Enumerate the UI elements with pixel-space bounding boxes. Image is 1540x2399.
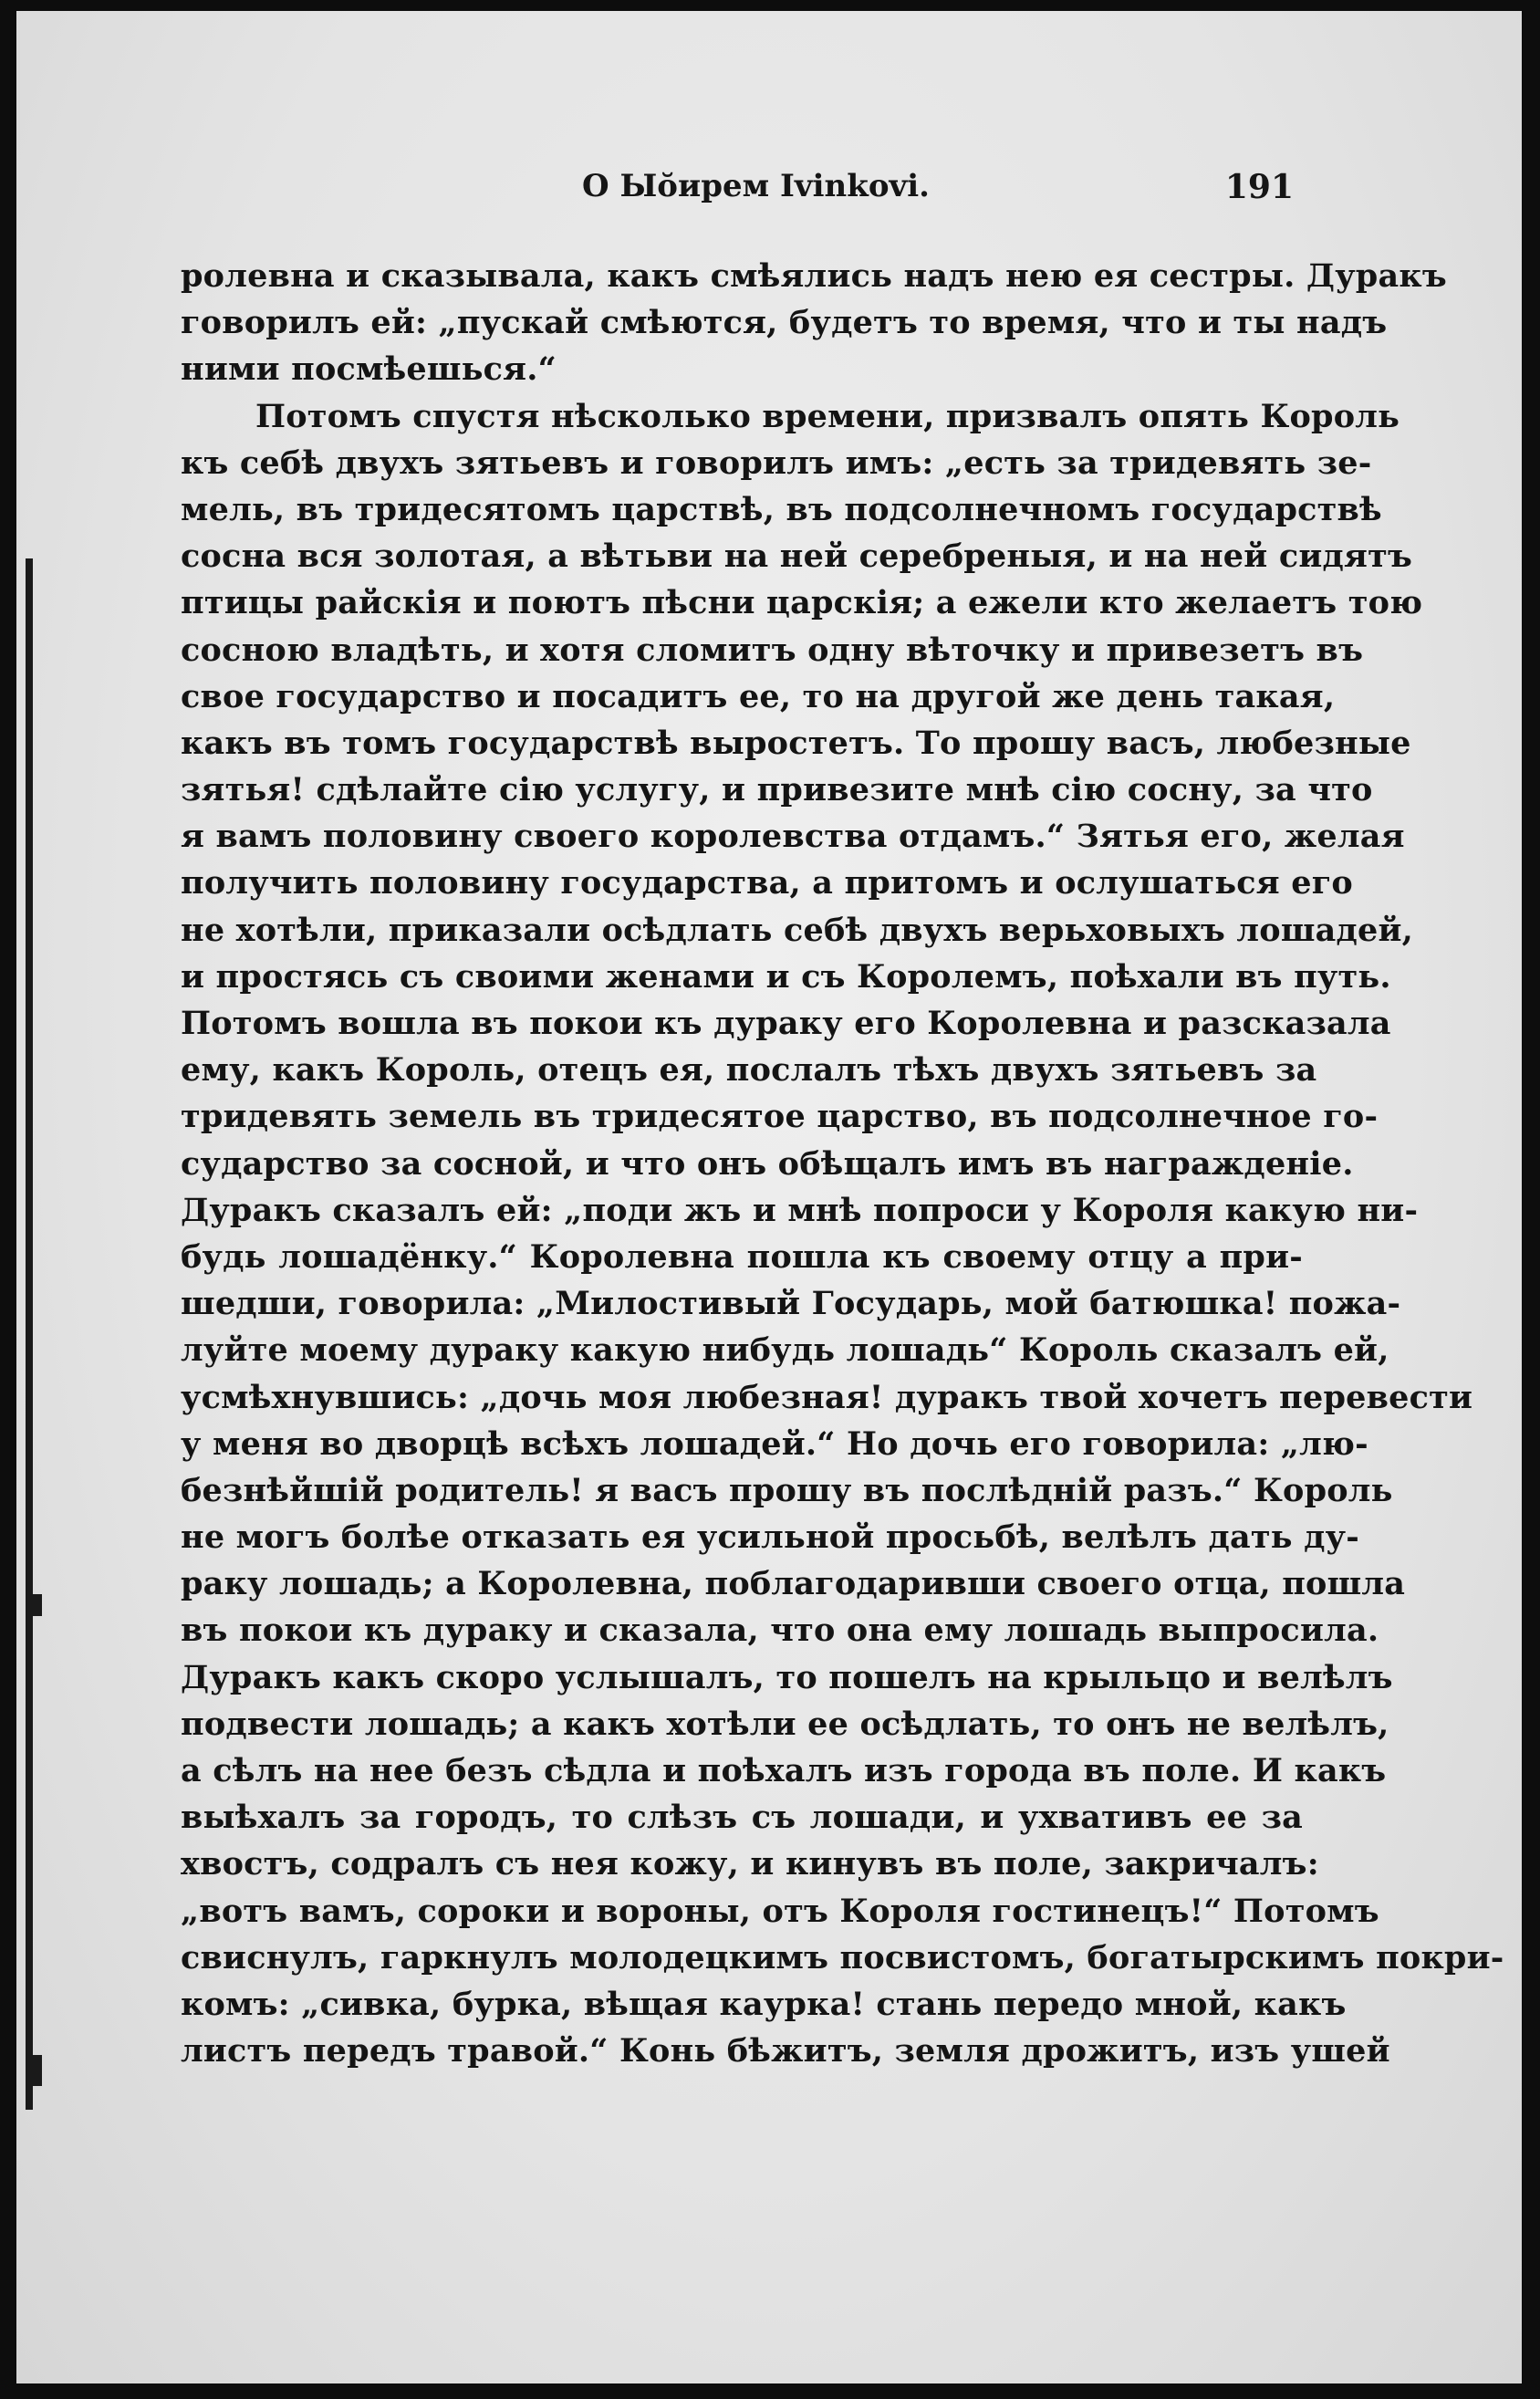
text-line: усмѣхнувшись: „дочь моя любезная! дуракъ твой хочетъ перевести (181, 1378, 1473, 1416)
text-line: какъ въ томъ государствѣ выростетъ. То прошу васъ, любезные (181, 724, 1411, 762)
text-line: ролевна и сказывала, какъ смѣялись надъ нею ея сестры. Дуракъ (181, 257, 1447, 295)
text-line: раку лошадь; а Королевна, поблагодаривши своего отца, пошла (181, 1565, 1406, 1603)
page-number: 191 (1224, 168, 1294, 206)
text-line: тридевять земель въ тридесятое царство, въ подсолнечное го- (181, 1098, 1379, 1136)
text-line: подвести лошадь; а какъ хотѣли ее осѣдлать, то онъ не велѣлъ, (181, 1705, 1389, 1743)
text-line: сударство за сосной, и что онъ обѣщалъ имъ въ награжденіе. (181, 1144, 1354, 1183)
text-line: Дуракъ какъ скоро услышалъ, то пошелъ на крыльцо и велѣлъ (181, 1658, 1393, 1696)
text-line: я вамъ половину своего королевства отдамъ.“ Зятья его, желая (181, 818, 1405, 856)
scanned-page (16, 11, 1522, 2383)
body-text (181, 253, 1504, 2074)
text-line: выѣхалъ за городъ, то слѣзъ съ лошади, и ухвативъ ее за (181, 1799, 1303, 1837)
text-line: Дуракъ сказалъ ей: „поди жъ и мнѣ попроси у Короля какую ни- (181, 1191, 1419, 1229)
running-title: О Ыо̆ирем Ivinkovi. (582, 168, 931, 204)
text-line: не хотѣли, приказали осѣдлать себѣ двухъ верьховыхъ лошадей, (181, 911, 1414, 949)
text-line: у меня во дворцѣ всѣхъ лошадей.“ Но дочь его говорила: „лю- (181, 1424, 1368, 1463)
margin-mark (29, 2055, 42, 2086)
text-line: птицы райскія и поютъ пѣсни царскія; а ежели кто желаетъ тою (181, 584, 1423, 622)
text-line: комъ: „сивка, бурка, вѣщая каурка! стань передо мной, какъ (181, 1985, 1347, 2023)
text-line: не могъ болѣе отказать ея усильной просьбѣ, велѣлъ дать ду- (181, 1518, 1359, 1557)
text-line: безнѣйшій родитель! я васъ прошу въ послѣдній разъ.“ Король (181, 1471, 1393, 1509)
text-line: въ покои къ дураку и сказала, что она ему лошадь выпросила. (181, 1612, 1379, 1650)
binding-edge-shadow (26, 558, 33, 2110)
text-line: листъ передъ травой.“ Конь бѣжитъ, земля дрожитъ, изъ ушей (181, 2032, 1390, 2070)
text-line: шедши, говорила: „Милостивый Государь, мой батюшка! пожа- (181, 1285, 1401, 1323)
paragraph (181, 393, 1504, 2075)
text-line: ему, какъ Король, отецъ ея, послалъ тѣхъ двухъ зятьевъ за (181, 1051, 1317, 1090)
text-line: будь лошадёнку.“ Королевна пошла къ своему отцу а при- (181, 1237, 1303, 1276)
text-line: къ себѣ двухъ зятьевъ и говорилъ имъ: „есть за тридевять зе- (181, 443, 1372, 482)
text-line: сосною владѣть, и хотя сломитъ одну вѣточку и привезетъ въ (181, 631, 1364, 669)
text-line: свое государство и посадитъ ее, то на другой же день такая, (181, 677, 1336, 715)
paragraph (181, 253, 1447, 393)
text-line: сосна вся золотая, а вѣтьви на ней серебреныя, и на ней сидятъ (181, 537, 1413, 576)
text-line: хвостъ, содралъ съ нея кожу, и кинувъ въ поле, закричалъ: (181, 1845, 1319, 1883)
text-line: луйте моему дураку какую нибудь лошадь“ Король сказалъ ей, (181, 1331, 1389, 1370)
margin-mark (29, 1594, 42, 1616)
page-header (153, 168, 1294, 223)
text-line: получить половину государства, а притомъ и ослушаться его (181, 864, 1353, 902)
text-line: говорилъ ей: „пускай смѣются, будетъ то время, что и ты надъ (181, 304, 1388, 342)
text-line: а сѣлъ на нее безъ сѣдла и поѣхалъ изъ города въ поле. И какъ (181, 1752, 1387, 1789)
text-line: Потомъ спустя нѣсколько времени, призвалъ опять Король (255, 397, 1400, 435)
text-line: мель, въ тридесятомъ царствѣ, въ подсолнечномъ государствѣ (181, 490, 1382, 528)
text-line: Потомъ вошла въ покои къ дураку его Королевна и разсказала (181, 1005, 1391, 1042)
text-line: и простясь съ своими женами и съ Королемъ, поѣхали въ путь. (181, 957, 1391, 996)
text-line: „вотъ вамъ, сороки и вороны, отъ Короля гостинецъ!“ Потомъ (181, 1892, 1379, 1930)
text-line: свиснулъ, гаркнулъ молодецкимъ посвистомъ, богатырскимъ покри- (181, 1938, 1504, 1977)
text-line: зятья! сдѣлайте сію услугу, и привезите мнѣ сію сосну, за что (181, 771, 1373, 809)
text-line: ними посмѣешься.“ (181, 350, 557, 389)
